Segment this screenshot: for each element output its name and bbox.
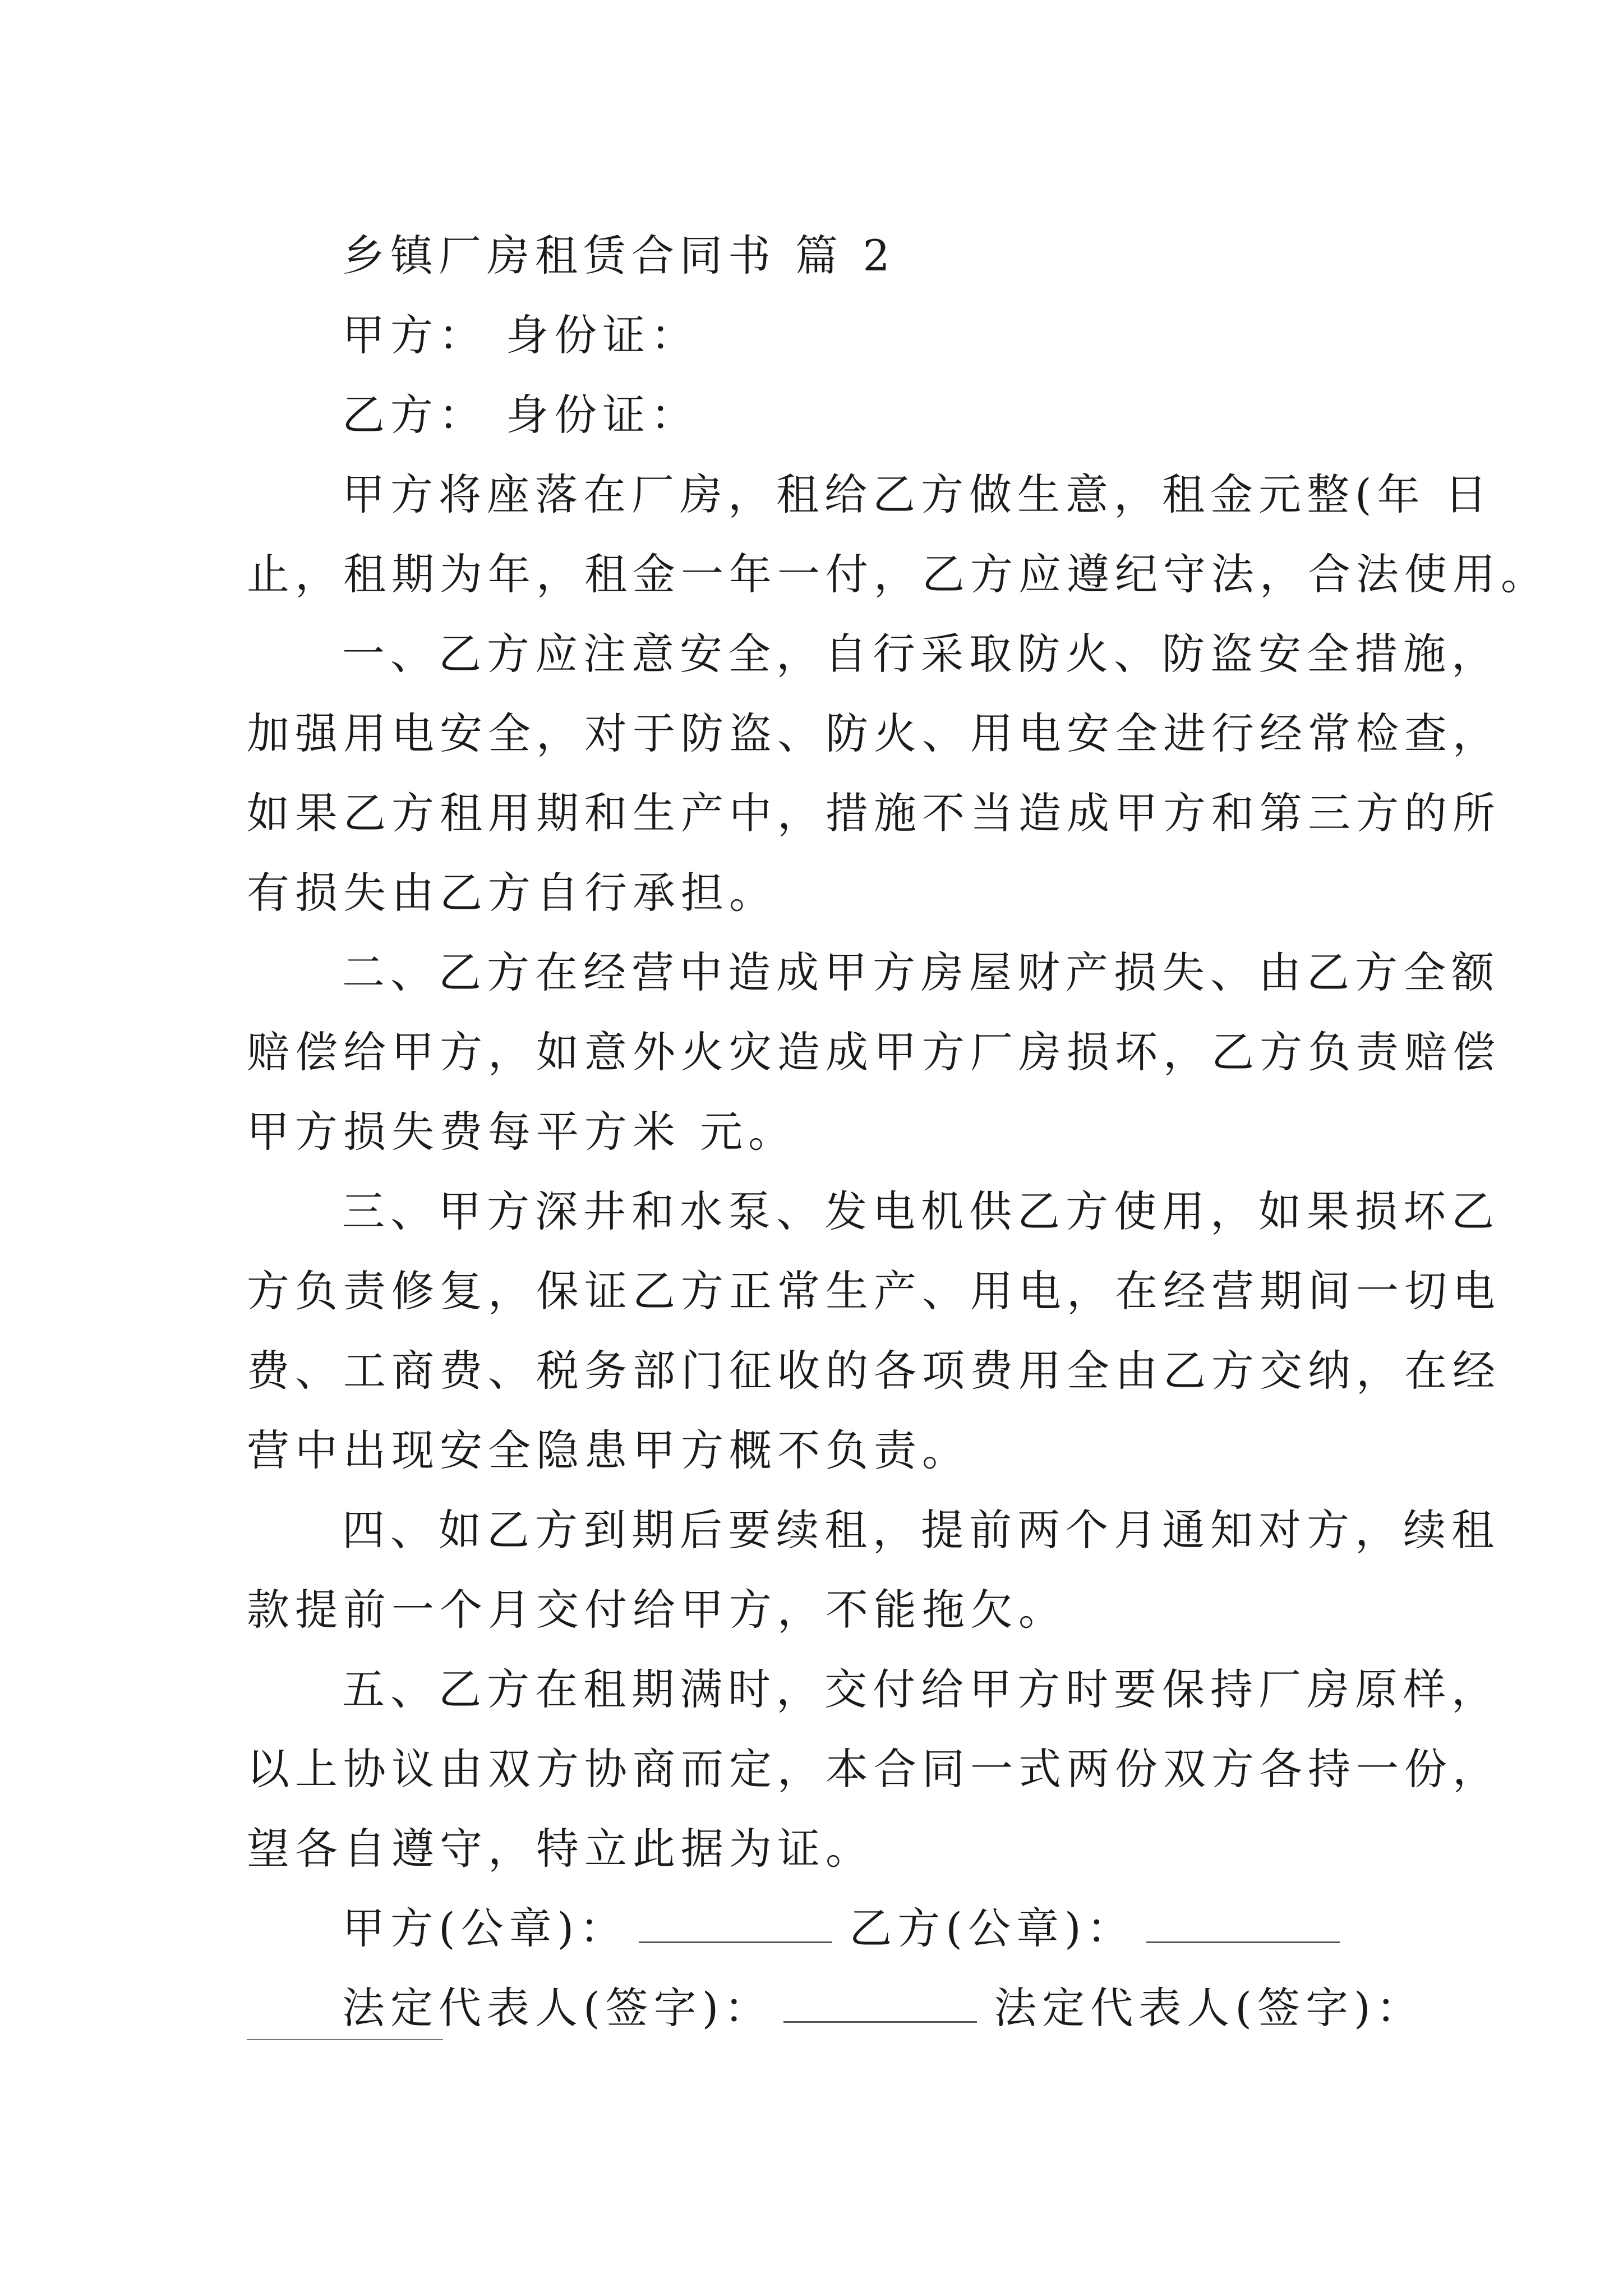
- party-a-seal-label: 甲方(公章)：: [342, 1903, 628, 1953]
- contract-document: [247, 216, 1549, 2048]
- clause-4-line: 款提前一个月交付给甲方，不能拖欠。: [247, 1585, 1067, 1635]
- rep-b-label: 法定代表人(签字)：: [994, 1983, 1424, 2033]
- clause-4-line: 四、如乙方到期后要续租，提前两个月通知对方，续租: [342, 1505, 1500, 1555]
- clause-3-line: 三、甲方深井和水泵、发电机供乙方使用，如果损坏乙: [342, 1186, 1500, 1236]
- clause-1-line: 一、乙方应注意安全，自行采取防火、防盗安全措施，: [342, 629, 1500, 679]
- clause-5-line: 以上协议由双方协商而定，本合同一式两份双方各持一份，: [247, 1744, 1501, 1794]
- party-a-line: 甲方： 身份证：: [342, 310, 699, 360]
- representative-line: [247, 1968, 1424, 2048]
- intro-line: 甲方将座落在厂房，租给乙方做生意，租金元整(年 日: [342, 470, 1493, 519]
- clause-2-line: 二、乙方在经营中造成甲方房屋财产损失、由乙方全额: [342, 947, 1500, 997]
- document-title: 乡镇厂房租赁合同书 篇 2: [342, 231, 896, 280]
- rep-a-blank: [783, 2019, 977, 2023]
- intro-line: 止，租期为年，租金一年一付，乙方应遵纪守法，合法使用。: [247, 549, 1549, 599]
- clause-3-line: 费、工商费、税务部门征收的各项费用全由乙方交纳，在经: [247, 1346, 1501, 1396]
- party-b-seal-label: 乙方(公章)：: [849, 1903, 1135, 1953]
- clause-2-line: 甲方损失费每平方米 元。: [247, 1107, 797, 1157]
- clause-5-line: 望各自遵守，特立此据为证。: [247, 1824, 874, 1874]
- clause-3-line: 营中出现安全隐患甲方概不负责。: [247, 1425, 970, 1475]
- clause-5-line: 五、乙方在租期满时，交付给甲方时要保持厂房原样，: [342, 1664, 1500, 1714]
- rep-b-signature-rule: [247, 2039, 443, 2040]
- clause-3-line: 方负责修复，保证乙方正常生产、用电，在经营期间一切电: [247, 1266, 1501, 1316]
- clause-1-line: 有损失由乙方自行承担。: [247, 868, 777, 918]
- clause-1-line: 加强用电安全，对于防盗、防火、用电安全进行经常检查，: [247, 708, 1501, 758]
- seal-line: [247, 1889, 1391, 1968]
- clause-1-line: 如果乙方租用期和生产中，措施不当造成甲方和第三方的所: [247, 788, 1501, 838]
- rep-a-label: 法定代表人(签字)：: [342, 1983, 773, 2033]
- party-a-seal-blank: [639, 1939, 832, 1943]
- clause-2-line: 赔偿给甲方，如意外火灾造成甲方厂房损坏，乙方负责赔偿: [247, 1027, 1501, 1077]
- party-b-seal-blank: [1146, 1939, 1340, 1943]
- party-b-line: 乙方： 身份证：: [342, 390, 699, 440]
